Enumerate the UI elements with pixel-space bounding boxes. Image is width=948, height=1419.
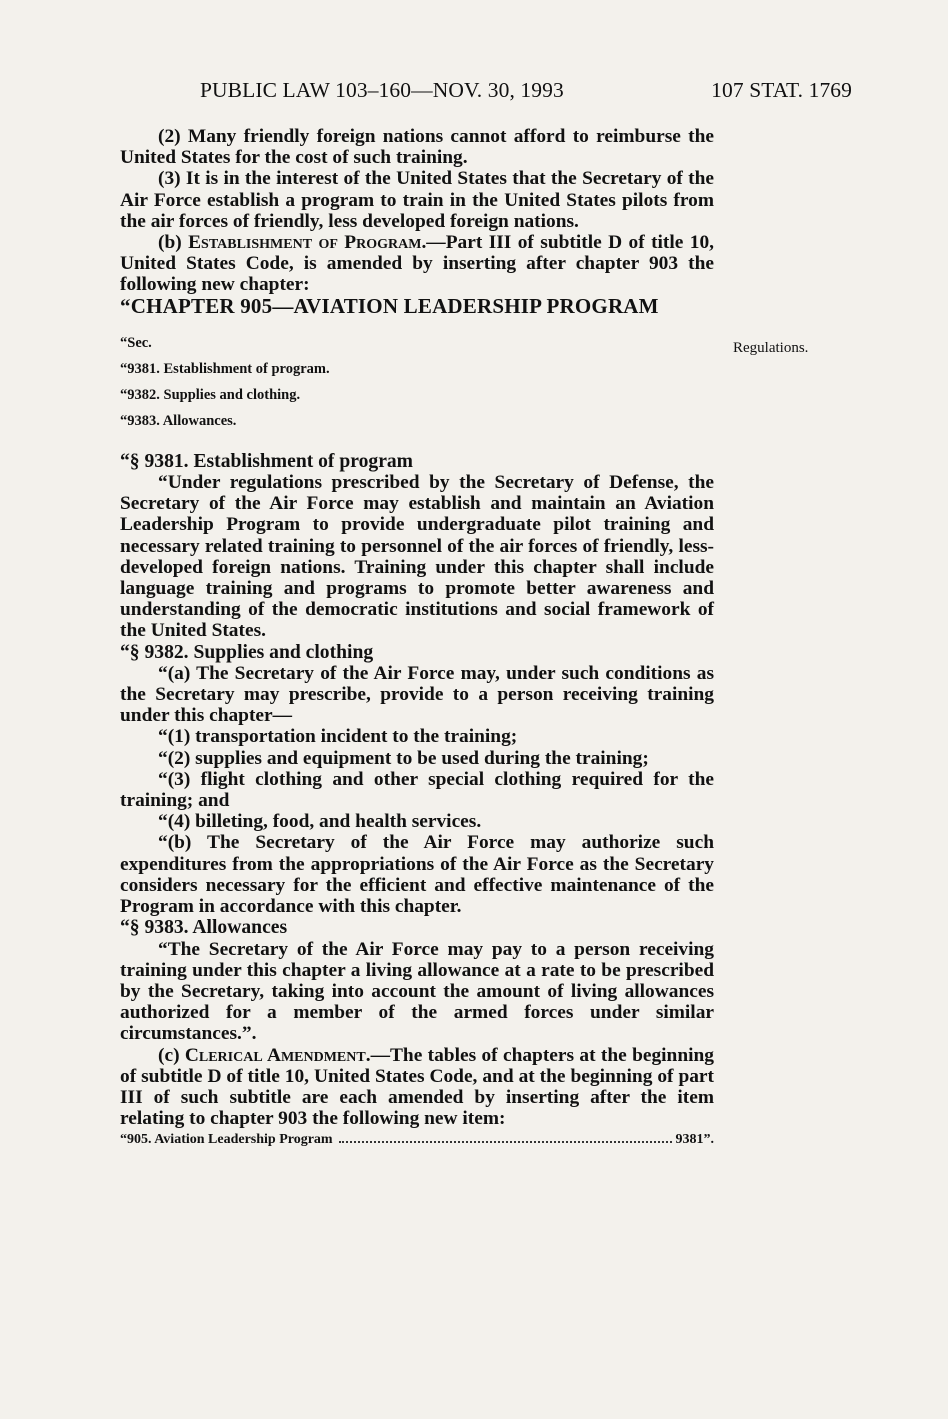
toc-sec-label: “Sec.: [120, 334, 152, 351]
subsection-c-label: (c): [158, 1044, 185, 1066]
statute-page-number: 107 STAT. 1769: [711, 78, 852, 102]
section-9382-a: “(a) The Secretary of the Air Force may, under such conditions as the Secretary may prescribe, provide to a person receiving training under this chapter—: [120, 662, 714, 727]
section-9382-item-2: “(2) supplies and equipment to be used during the training;: [158, 747, 649, 769]
subsection-c-heading: Clerical Amendment: [184, 1044, 366, 1066]
section-9381-heading: “§ 9381. Establishment of program: [120, 450, 414, 472]
section-9382-item-1: “(1) transportation incident to the training;: [158, 726, 518, 748]
section-9382-item-4: “(4) billeting, food, and health services.: [158, 811, 482, 833]
chapter-table-of-sections: [120, 333, 714, 431]
section-9382-heading: “§ 9382. Supplies and clothing: [120, 641, 374, 663]
new-table-item-section: 9381”.: [675, 1132, 714, 1148]
chapter-title: “CHAPTER 905—AVIATION LEADERSHIP PROGRAM: [120, 293, 659, 318]
section-9381-text: “Under regulations prescribed by the Secretary of Defense, the Secretary of the Air Force may establish and maintain an Aviation Leadership Program to provide undergraduate pilot training and necessary related training to personnel of the air forces of friendly, less-developed foreign nations. Training under this chapter shall include language training and programs to promote better awareness and understanding of the democratic institutions and social framework of the United States.: [120, 472, 714, 642]
subsection-b-text: .—Part III of subtitle D of title 10, United States Code, is amended by inserting after chapter 903 the following new chapter:: [120, 232, 715, 296]
margin-note: Regulations.: [733, 340, 809, 356]
subsection-c: [120, 1045, 714, 1130]
paragraph-2: (2) Many friendly foreign nations cannot afford to reimburse the United States for the cost of such training.: [120, 126, 714, 169]
toc-item: “9382. Supplies and clothing.: [120, 386, 301, 403]
subsection-b-label: (b): [158, 232, 189, 254]
public-law-citation: PUBLIC LAW 103–160—NOV. 30, 1993: [200, 78, 564, 102]
new-table-item-label: “905. Aviation Leadership Program: [120, 1132, 333, 1148]
subsection-b: [120, 232, 714, 296]
section-9382-b: “(b) The Secretary of the Air Force may authorize such expenditures from the appropriations of the Air Force as the Secretary considers necessary for the efficient and effective maintenance of the Program in accordance with this chapter.: [120, 832, 714, 918]
paragraph-3: (3) It is in the interest of the United States that the Secretary of the Air Force establish a program to train in the United States pilots from the air forces of friendly, less developed foreign nations.: [120, 168, 714, 232]
dot-leader: [339, 1141, 672, 1143]
section-9383-text: “The Secretary of the Air Force may pay to a person receiving training under this chapter a living allowance at a rate to be prescribed by the Secretary, taking into account the amount of living allowances authorized for a member of the armed forces under similar circumstances.”.: [120, 938, 714, 1045]
new-table-item: [120, 1129, 714, 1150]
subsection-b-heading: Establishment of Program: [188, 232, 422, 254]
toc-item: “9383. Allowances.: [120, 412, 237, 429]
toc-item: “9381. Establishment of program.: [120, 360, 330, 377]
section-9383-heading: “§ 9383. Allowances: [120, 917, 288, 939]
subsection-c-text: .—The tables of chapters at the beginning of subtitle D of title 10, United States Code, and at the beginning of part III of such subtitle are each amended by inserting after the item relating to chapter 903 the following new item:: [120, 1044, 714, 1130]
document-body: [120, 126, 714, 1151]
section-9382-item-3: “(3) flight clothing and other special clothing required for the training; and: [120, 768, 714, 812]
